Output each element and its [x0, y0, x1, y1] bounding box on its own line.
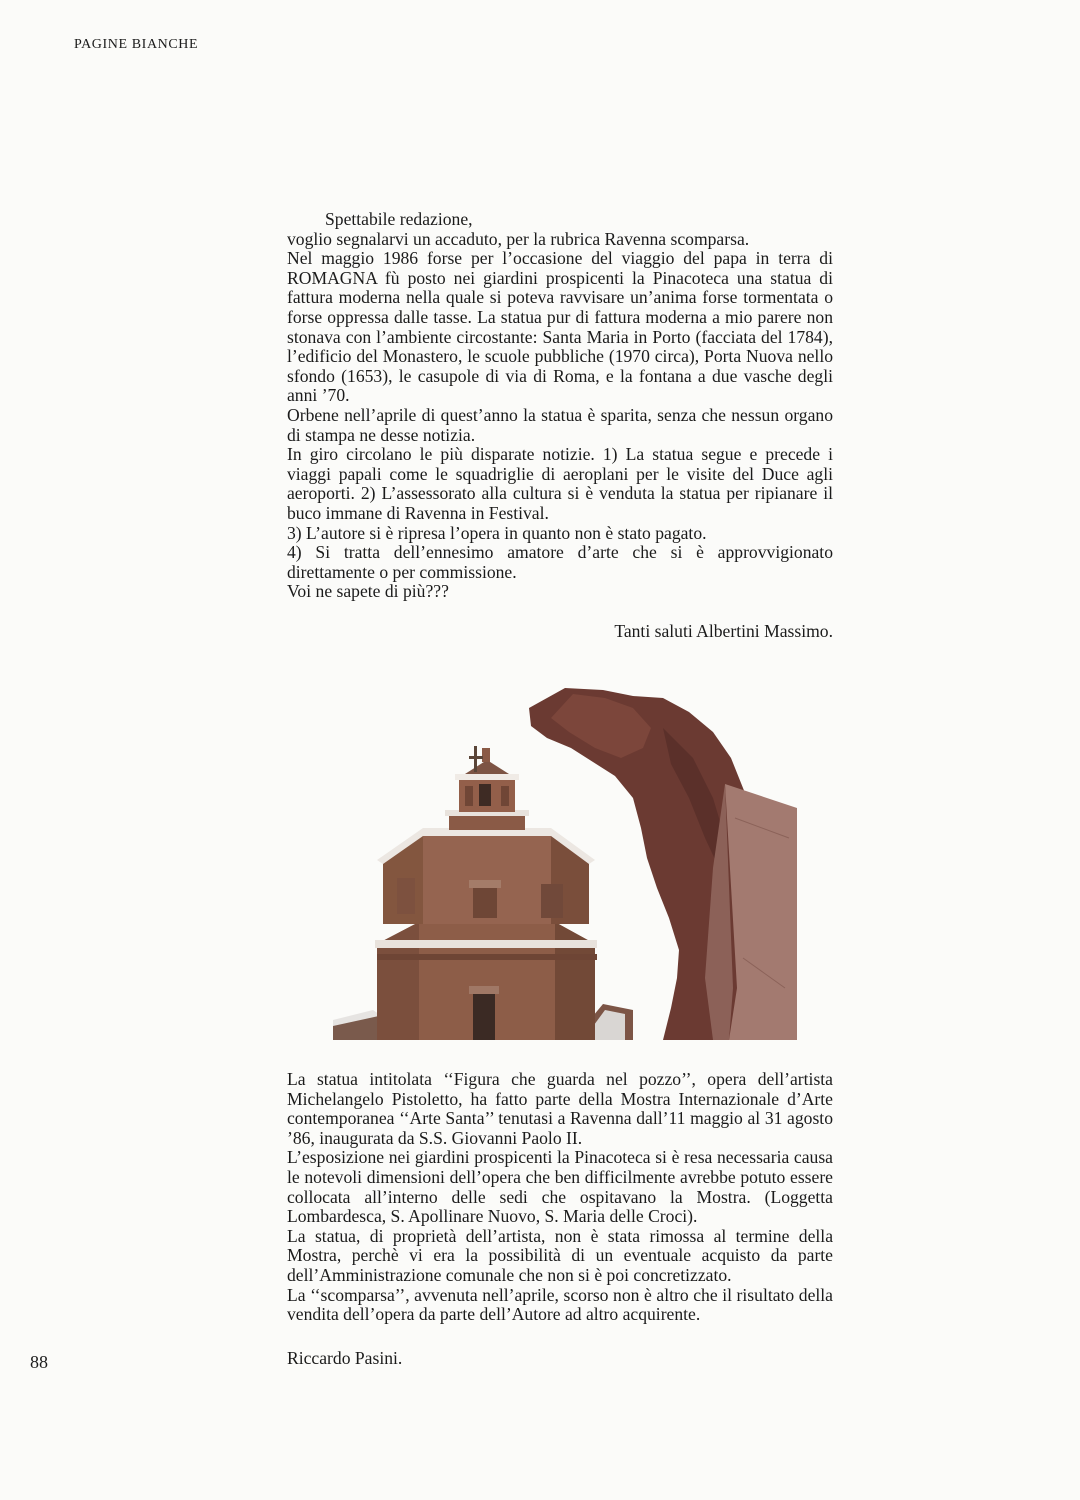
caption-paragraph: L’esposizione nei giardini prospicenti la Pinacoteca si è resa necessaria causa le notevoli dimensioni dell’opera che ben difficilmente avrebbe potuto essere collocata all’interno delle sedi che ospitavano la Mostra. (Loggetta Lombardesca, S. Apollinare Nuovo, S. Maria delle Croci). [287, 1147, 833, 1227]
reader-letter [287, 210, 833, 641]
running-title: PAGINE BIANCHE [74, 37, 199, 52]
letter-paragraph: 3) L’autore si è ripresa l’opera in quanto non è stato pagato. [287, 522, 707, 543]
caption-paragraph: La ‘‘scomparsa’’, avvenuta nell’aprile, scorso non è altro che il risultato della vendita dell’opera da parte dell’Autore ad altro acquirente. [287, 1284, 833, 1325]
letter-salutation: Spettabile redazione, [325, 209, 473, 229]
caption-paragraph: La statua, di proprietà dell’artista, non è stata rimossa al termine della Mostra, perchè vi era la possibilità di un eventuale acquisto da parte dell’Amministrazione comunale che non si è poi concretizzato. [287, 1225, 833, 1285]
caption-author: Riccardo Pasini. [287, 1348, 403, 1368]
letter-paragraph: Voi ne sapete di più??? [287, 581, 449, 602]
letter-paragraph: 4) Si tratta dell’ennesimo amatore d’arte che si è approvvigionato direttamente o per commissione. [287, 542, 833, 582]
page-number: 88 [30, 1352, 48, 1372]
letter-paragraph: Nel maggio 1986 forse per l’occasione del viaggio del papa in terra di ROMAGNA fù posto nei giardini prospicenti la Pinacoteca una statua di fattura moderna nella quale si poteva ravvisare un’anima forse tormentata o forse oppressa dalle tasse. La statua pur di fattura moderna a mio parere non stonava con l’ambiente circostante: Santa Maria in Porto (facciata del 1784), l’edificio del Monastero, le scuole pubbliche (1970 circa), Porta Nuova nello sfondo (1653), le casupole di via di Roma, e la fontana a due vasche degli anni ’70. [287, 248, 833, 406]
church-dome-and-statue-photo [333, 688, 797, 1040]
photo-caption [287, 1070, 833, 1325]
caption-paragraph: La statua intitolata ‘‘Figura che guarda nel pozzo’’, opera dell’artista Michelangelo Pistoletto, ha fatto parte della Mostra Internazionale d’Arte contemporanea ‘‘Arte Santa’’ tenutasi a Ravenna dall’11 maggio al 31 agosto ’86, inaugurata da S.S. Giovanni Paolo II. [287, 1069, 833, 1148]
letter-paragraph: Orbene nell’aprile di quest’anno la statua è sparita, senza che nessun organo di stampa ne desse notizia. [287, 404, 833, 445]
letter-paragraph: In giro circolano le più disparate notizie. 1) La statua segue e precede i viaggi papali come le squadriglie di aeroplani per le visite del Duce agli aeroporti. 2) L’assessorato alla cultura si è venduta la statua per ripianare il buco immane di Ravenna in Festival. [287, 444, 833, 523]
letter-signoff: Tanti saluti Albertini Massimo. [614, 620, 833, 641]
letter-paragraph: voglio segnalarvi un accaduto, per la rubrica Ravenna scomparsa. [287, 228, 750, 249]
